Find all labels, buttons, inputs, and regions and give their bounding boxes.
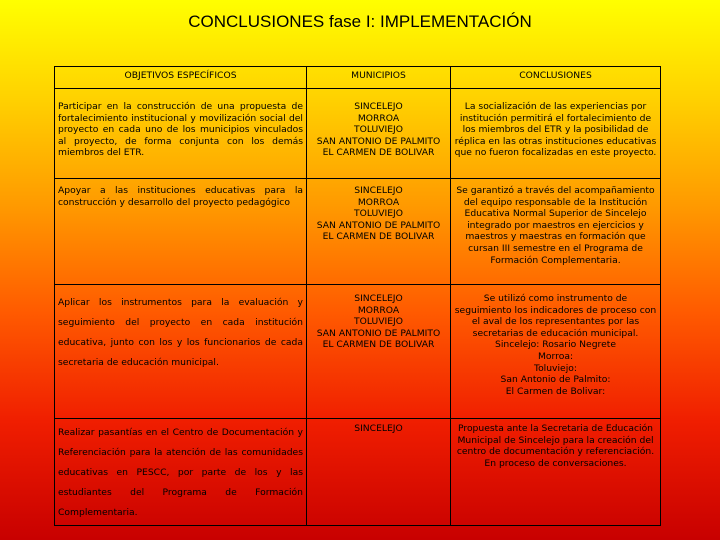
municipio: EL CARMEN DE BOLIVAR: [322, 231, 435, 243]
header-objetivos: OBJETIVOS ESPECÍFICOS: [55, 67, 307, 89]
conclusion-text: Se utilizó como instrumento de seguimiento los indicadores de proceso con el aval de los representantes por las secretarias de educación municipal.: [454, 293, 657, 339]
municipios-cell: [307, 285, 451, 419]
municipio: SINCELEJO: [354, 423, 403, 434]
conclusion-cell: [451, 89, 661, 179]
header-conclusiones: CONCLUSIONES: [451, 67, 661, 89]
conclusion-text: Propuesta ante la Secretaria de Educación Municipal de Sincelejo para la creación del centro de documentación y referenciación. En proceso de conversaciones.: [456, 423, 655, 469]
objective-cell: Participar en la construcción de una propuesta de fortalecimiento institucional y movilización social del proyecto en cada uno de los municipios vinculados al proyecto, de forma conjunta con los demás miembros del ETR.: [55, 89, 307, 179]
conclusion-text: Toluviejo:: [534, 362, 577, 374]
conclusions-table: [54, 66, 661, 526]
conclusion-text: Sincelejo: Rosario Negrete: [494, 339, 617, 351]
municipios-cell: [307, 89, 451, 179]
municipio: TOLUVIEJO: [354, 124, 403, 136]
municipio: TOLUVIEJO: [354, 208, 403, 220]
municipio: SAN ANTONIO DE PALMITO: [316, 135, 441, 147]
objective-cell: Aplicar los instrumentos para la evaluación y seguimiento del proyecto en cada institución educativa, junto con los y los funcionarios de cada secretaria de educación municipal.: [55, 285, 307, 419]
municipio: TOLUVIEJO: [354, 316, 403, 328]
table-row: [55, 179, 661, 285]
municipio: MORROA: [357, 304, 400, 316]
conclusion-text: Morroa:: [537, 350, 574, 362]
municipio: EL CARMEN DE BOLIVAR: [322, 147, 435, 159]
municipio: SINCELEJO: [354, 185, 403, 196]
conclusion-text: El Carmen de Bolivar:: [505, 385, 606, 397]
municipios-cell: [307, 179, 451, 285]
table-row: [55, 419, 661, 526]
header-municipios: MUNICIPIOS: [307, 67, 451, 89]
municipios-cell: [307, 419, 451, 526]
municipio: SINCELEJO: [354, 293, 403, 304]
table-row: [55, 285, 661, 419]
municipio: SAN ANTONIO DE PALMITO: [316, 219, 441, 231]
slide-title: CONCLUSIONES fase I: IMPLEMENTACIÓN: [188, 12, 532, 31]
conclusion-cell: [451, 285, 661, 419]
municipio: SINCELEJO: [354, 101, 403, 112]
conclusion-cell: [451, 179, 661, 285]
municipio: SAN ANTONIO DE PALMITO: [316, 327, 441, 339]
municipio: MORROA: [357, 112, 400, 124]
conclusion-cell: [451, 419, 661, 526]
table-row: [55, 89, 661, 179]
municipio: EL CARMEN DE BOLIVAR: [322, 339, 435, 351]
table-header-row: [55, 67, 661, 89]
objective-cell: Realizar pasantías en el Centro de Documentación y Referenciación para la atención de las comunidades educativas en PESCC, por parte de los y las estudiantes del Programa de Formación Complementaria.: [55, 419, 307, 526]
conclusion-text: Se garantizó a través del acompañamiento del equipo responsable de la Institución Educativa Normal Superior de Sincelejo integrado por maestros en ejercicios y maestros y maestras en formación que cursan III semestre en el Programa de Formación Complementaria.: [456, 185, 655, 266]
conclusion-text: La socialización de las experiencias por institución permitirá el fortalecimiento de los miembros del ETR y la posibilidad de réplica en las otras instituciones educativas que no fueron focalizadas en este proyecto.: [454, 101, 657, 159]
conclusion-text: San Antonio de Palmito:: [500, 374, 611, 386]
objective-cell: Apoyar a las instituciones educativas para la construcción y desarrollo del proyecto pedagógico: [55, 179, 307, 285]
municipio: MORROA: [357, 196, 400, 208]
